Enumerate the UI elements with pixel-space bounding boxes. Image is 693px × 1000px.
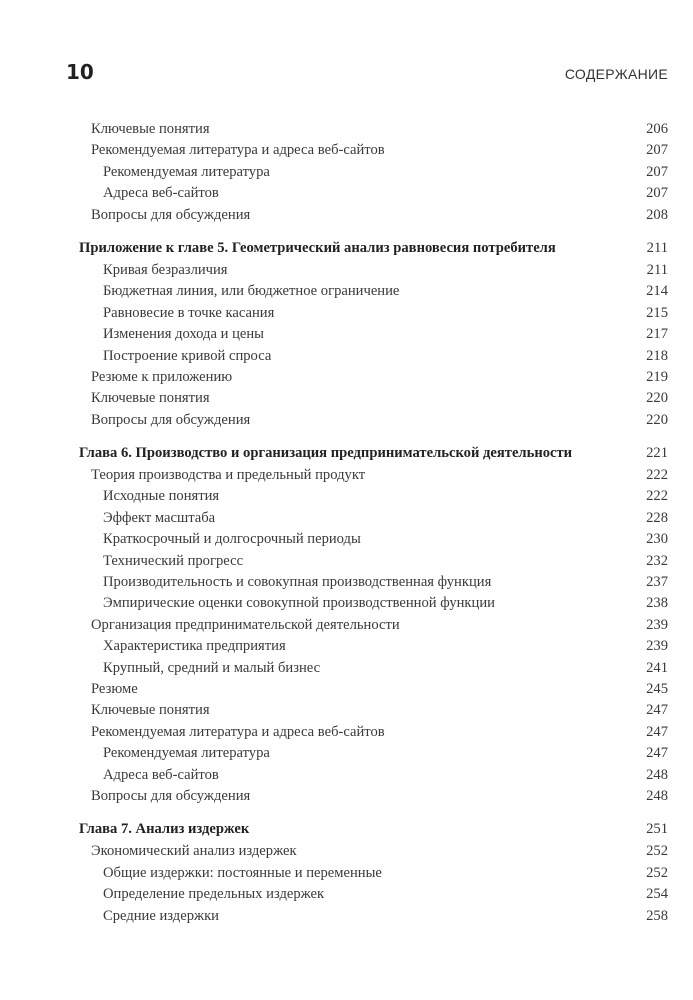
toc-entry-page: 247 (646, 702, 668, 719)
table-of-contents (0, 119, 693, 927)
toc-entry-page: 248 (646, 787, 668, 804)
toc-entry-title: Теория производства и предельный продукт (91, 467, 366, 484)
toc-entry-title: Бюджетная линия, или бюджетное ограничение (103, 283, 400, 300)
toc-entry-title: Адреса веб-сайтов (103, 766, 219, 783)
toc-entry[interactable] (0, 765, 693, 786)
toc-entry-title: Организация предпринимательской деятельности (91, 616, 400, 633)
toc-entry-page: 247 (646, 723, 668, 740)
toc-entry-title: Равновесие в точке касания (103, 304, 275, 321)
running-title: СОДЕРЖАНИЕ (564, 66, 668, 82)
toc-entry-page: 252 (646, 864, 668, 881)
toc-entry[interactable] (0, 260, 693, 281)
toc-entry-title: Средние издержки (103, 907, 219, 924)
toc-entry[interactable] (0, 863, 693, 884)
toc-entry-page: 222 (646, 488, 668, 505)
toc-entry-title: Рекомендуемая литература и адреса веб-сайтов (91, 723, 385, 740)
toc-entry[interactable] (0, 551, 693, 572)
toc-entry[interactable] (0, 722, 693, 743)
toc-entry-page: 252 (646, 843, 668, 860)
toc-entry-title: Изменения дохода и цены (103, 326, 264, 343)
toc-entry-title: Резюме (91, 680, 138, 697)
toc-entry[interactable] (0, 183, 693, 204)
toc-entry-page: 217 (646, 326, 668, 343)
toc-entry[interactable] (0, 529, 693, 550)
toc-entry-page: 239 (646, 616, 668, 633)
toc-entry-page: 241 (646, 659, 668, 676)
toc-entry[interactable] (0, 162, 693, 183)
toc-entry-title: Краткосрочный и долгосрочный периоды (103, 531, 361, 548)
toc-entry-title: Построение кривой спроса (103, 347, 272, 364)
toc-entry-title: Технический прогресс (103, 552, 244, 569)
toc-entry[interactable] (0, 593, 693, 614)
toc-entry[interactable] (0, 346, 693, 367)
toc-entry-title: Эффект масштаба (103, 509, 216, 526)
toc-entry-page: 220 (646, 390, 668, 407)
toc-entry[interactable] (0, 303, 693, 324)
toc-entry-page: 232 (646, 552, 668, 569)
toc-entry[interactable] (0, 465, 693, 486)
toc-entry[interactable] (0, 119, 693, 140)
toc-entry[interactable] (0, 884, 693, 905)
toc-entry[interactable] (0, 205, 693, 226)
page-number: 10 (66, 60, 94, 84)
toc-entry-page: 248 (646, 766, 668, 783)
toc-entry[interactable] (0, 281, 693, 302)
toc-entry-page: 208 (646, 206, 668, 223)
toc-entry-page: 228 (646, 509, 668, 526)
toc-entry-title: Производительность и совокупная производственная функция (103, 574, 492, 591)
toc-entry[interactable] (0, 841, 693, 862)
toc-entry-title: Вопросы для обсуждения (91, 206, 251, 223)
toc-entry-title: Ключевые понятия (91, 390, 210, 407)
toc-entry-page: 237 (646, 574, 668, 591)
toc-entry-page: 254 (646, 886, 668, 903)
toc-chapter-entry[interactable] (0, 236, 693, 260)
toc-entry-title: Экономический анализ издержек (91, 843, 297, 860)
toc-entry[interactable] (0, 410, 693, 431)
toc-entry-title: Ключевые понятия (91, 121, 210, 137)
toc-entry-page: 245 (646, 680, 668, 697)
toc-entry-title: Глава 6. Производство и организация предпринимательской деятельности (79, 445, 573, 462)
toc-entry[interactable] (0, 615, 693, 636)
toc-chapter-entry[interactable] (0, 817, 693, 841)
toc-entry-page: 258 (646, 907, 668, 924)
toc-entry-title: Вопросы для обсуждения (91, 787, 251, 804)
toc-entry-page: 221 (646, 445, 668, 462)
toc-entry[interactable] (0, 658, 693, 679)
toc-entry-title: Крупный, средний и малый бизнес (103, 659, 321, 676)
toc-entry[interactable] (0, 743, 693, 764)
toc-entry-title: Общие издержки: постоянные и переменные (103, 864, 382, 881)
toc-entry-page: 251 (646, 821, 668, 838)
toc-entry-page: 207 (646, 163, 668, 180)
toc-entry-page: 215 (646, 304, 668, 321)
toc-entry[interactable] (0, 572, 693, 593)
toc-entry[interactable] (0, 906, 693, 927)
toc-entry-page: 247 (646, 745, 668, 762)
toc-entry[interactable] (0, 324, 693, 345)
toc-entry-title: Адреса веб-сайтов (103, 185, 219, 202)
toc-entry[interactable] (0, 786, 693, 807)
toc-entry-title: Эмпирические оценки совокупной производственной функции (103, 595, 495, 612)
toc-entry[interactable] (0, 700, 693, 721)
toc-entry-title: Рекомендуемая литература (103, 163, 270, 180)
toc-entry-title: Вопросы для обсуждения (91, 411, 251, 428)
toc-entry-page: 220 (646, 411, 668, 428)
toc-entry-page: 206 (646, 121, 668, 137)
toc-entry-page: 219 (646, 368, 668, 385)
toc-entry-title: Характеристика предприятия (103, 638, 286, 655)
toc-entry-title: Рекомендуемая литература и адреса веб-сайтов (91, 142, 385, 159)
toc-entry-page: 207 (646, 185, 668, 202)
toc-entry[interactable] (0, 367, 693, 388)
toc-entry-title: Определение предельных издержек (103, 886, 325, 903)
toc-entry[interactable] (0, 388, 693, 409)
toc-entry-page: 238 (646, 595, 668, 612)
toc-entry[interactable] (0, 636, 693, 657)
toc-entry-title: Ключевые понятия (91, 702, 210, 719)
toc-entry-title: Исходные понятия (103, 488, 220, 505)
toc-entry-title: Резюме к приложению (91, 368, 233, 385)
toc-entry[interactable] (0, 679, 693, 700)
toc-entry-title: Глава 7. Анализ издержек (79, 821, 250, 838)
toc-entry-page: 222 (646, 467, 668, 484)
toc-entry-title: Кривая безразличия (103, 261, 228, 278)
toc-entry-page: 218 (646, 347, 668, 364)
toc-entry-page: 239 (646, 638, 668, 655)
toc-chapter-entry[interactable] (0, 441, 693, 465)
toc-entry-page: 207 (646, 142, 668, 159)
toc-entry[interactable] (0, 140, 693, 161)
toc-entry-page: 214 (646, 283, 668, 300)
toc-entry[interactable] (0, 486, 693, 507)
toc-entry[interactable] (0, 508, 693, 529)
toc-entry-page: 211 (646, 239, 668, 256)
toc-entry-title: Приложение к главе 5. Геометрический анализ равновесия потребителя (79, 239, 556, 256)
toc-entry-page: 230 (646, 531, 668, 548)
toc-entry-page: 211 (646, 261, 668, 278)
toc-entry-title: Рекомендуемая литература (103, 745, 270, 762)
